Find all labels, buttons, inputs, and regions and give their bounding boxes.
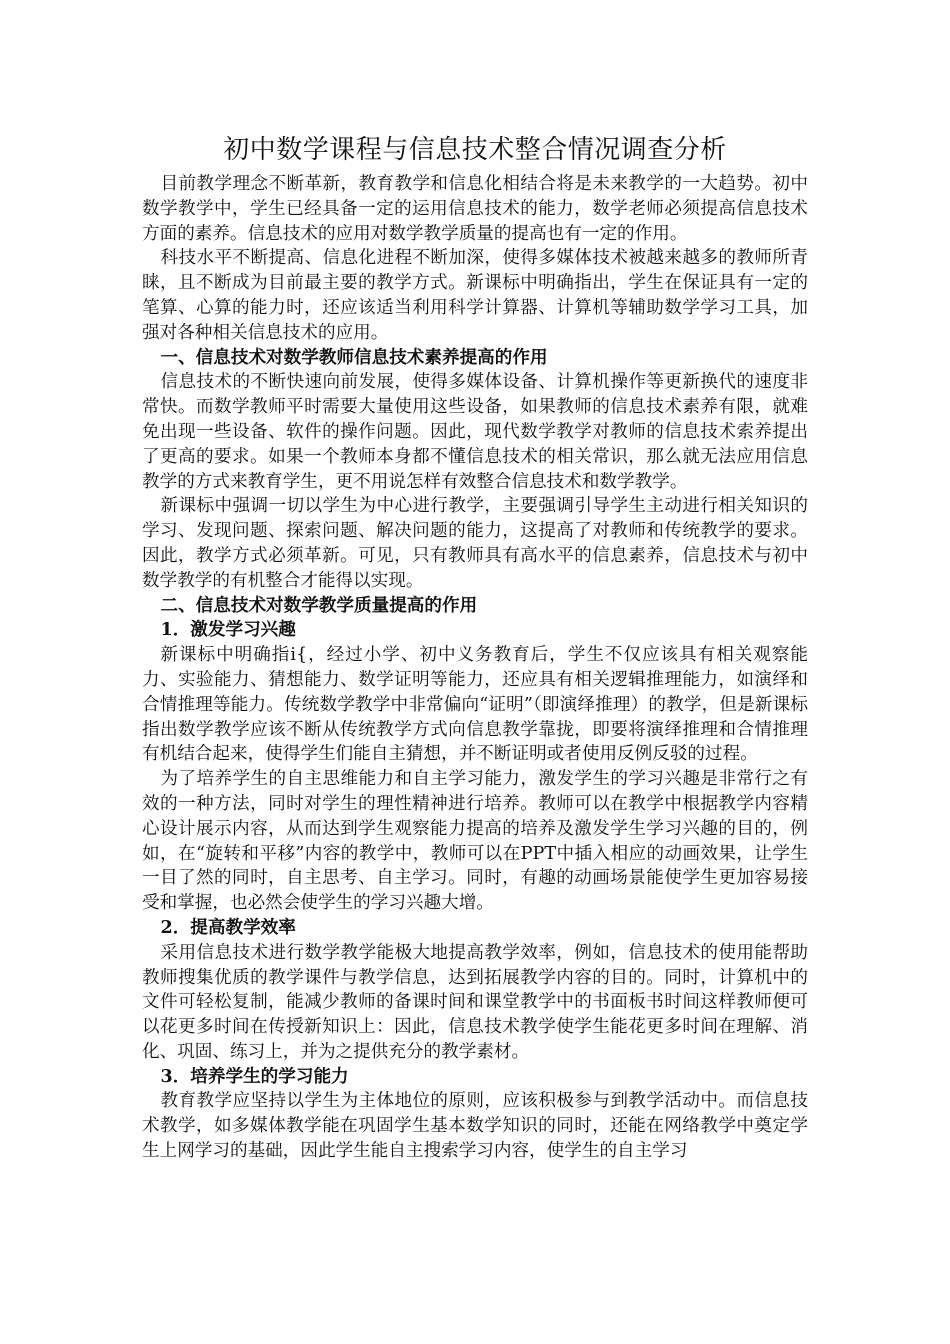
body-paragraph: 信息技术的不断快速向前发展，使得多媒体设备、计算机操作等更新换代的速度非常快。而数学教师平时需要大量使用这些设备，如果教师的信息技术素养有限，就难免出现一些设备、软件的操作问题。因此，现代数学教学对教师的信息技术索养提出了更高的要求。如果一个教师本身都不懂信息技术的相关常识，那么就无法应用信息教学的方式来教育学生，更不用说怎样有效整合信息技术和数学教学。: [142, 372, 808, 492]
section-heading-2: 二、信息技术对数学教学质量提高的作用: [160, 594, 478, 616]
body-paragraph: 新课标中强调一切以学生为中心进行教学，主要强调引导学生主动进行相关知识的学习、发现问题、探索问题、解决问题的能力，这提高了对教师和传统教学的要求。因此，教学方式必须革新。可见，只有教师具有高水平的信息素养，信息技术与初中数学教学的有机整合才能得以实现。: [142, 496, 808, 591]
intro-paragraph: 科技水平不断提高、信息化进程不断加深，使得多媒体技术被越来越多的教师所青睐，且不断成为目前最主要的教学方式。新课标中明确指出，学生在保证具有一定的笔算、心算的能力时，还应该适当利用科学计算器、计算机等辅助数学学习工具，加强对各种相关信息技术的应用。: [142, 248, 808, 343]
section-heading-1: 一、信息技术对数学教师信息技术素养提高的作用: [160, 346, 548, 368]
body-paragraph: 教育教学应坚持以学生为主体地位的原则，应该积极参与到教学活动中。而信息技术教学，如多媒体教学能在巩固学生基本数学知识的同时，还能在网络教学中奠定学生上网学习的基础，因此学生能自主搜索学习内容，使学生的自主学习: [142, 1091, 808, 1162]
subsection-heading-2: 2．提高教学效率: [160, 916, 296, 938]
body-paragraph: 新课标中明确指i{，经过小学、初中义务教育后，学生不仅应该具有相关观察能力、实验能力、猜想能力、数学证明等能力，还应具有相关逻辑推理能力，如演绎和合情推理等能力。传统数学教学中非常偏向“证明”（即演绎推理）的教学，但是新课标指出数学教学应该不断从传统教学方式向信息教学靠拢，即要将演绎推理和合情推理有机结合起来，使得学生们能自主猜想，并不断证明或者使用反例反驳的过程。: [142, 645, 808, 765]
subsection-heading-1: 1．激发学习兴趣: [160, 619, 296, 641]
body-paragraph: 采用信息技术进行数学教学能极大地提高教学效率，例如，信息技术的使用能帮助教师搜集优质的教学课件与教学信息，达到拓展教学内容的目的。同时，计算机中的文件可轻松复制，能减少教师的备课时间和课堂教学中的书面板书时间这样教师便可以花更多时间在传授新知识上：因此，信息技术教学使学生能花更多时间在理解、消化、巩固、练习上，并为之提供充分的教学素材。: [142, 942, 808, 1062]
document-page: [142, 128, 808, 1164]
intro-paragraph: 目前教学理念不断革新，教育教学和信息化相结合将是未来教学的一大趋势。初中数学教学中，学生已经具备一定的运用信息技术的能力，数学老师必须提高信息技术方面的素养。信息技术的应用对数学教学质量的提高也有一定的作用。: [142, 174, 808, 244]
subsection-heading-3: 3．培养学生的学习能力: [160, 1065, 349, 1087]
body-paragraph: 为了培养学生的自主思维能力和自主学习能力，激发学生的学习兴趣是非常行之有效的一种方法，同时对学生的理性精神进行培养。教师可以在教学中根据教学内容精心设计展示内容，从而达到学生观察能力提高的培养及激发学生学习兴趣的目的，例如，在“旋转和平移”内容的教学中，教师可以在PPT中插入相应的动画效果，让学生一目了然的同时，自主思考、自主学习。同时，有趣的动画场景能使学生更加容易接受和掌握，也必然会使学生的学习兴趣大增。: [142, 769, 808, 914]
document-title: 初中数学课程与信息技术整合情况调查分析: [223, 135, 727, 165]
